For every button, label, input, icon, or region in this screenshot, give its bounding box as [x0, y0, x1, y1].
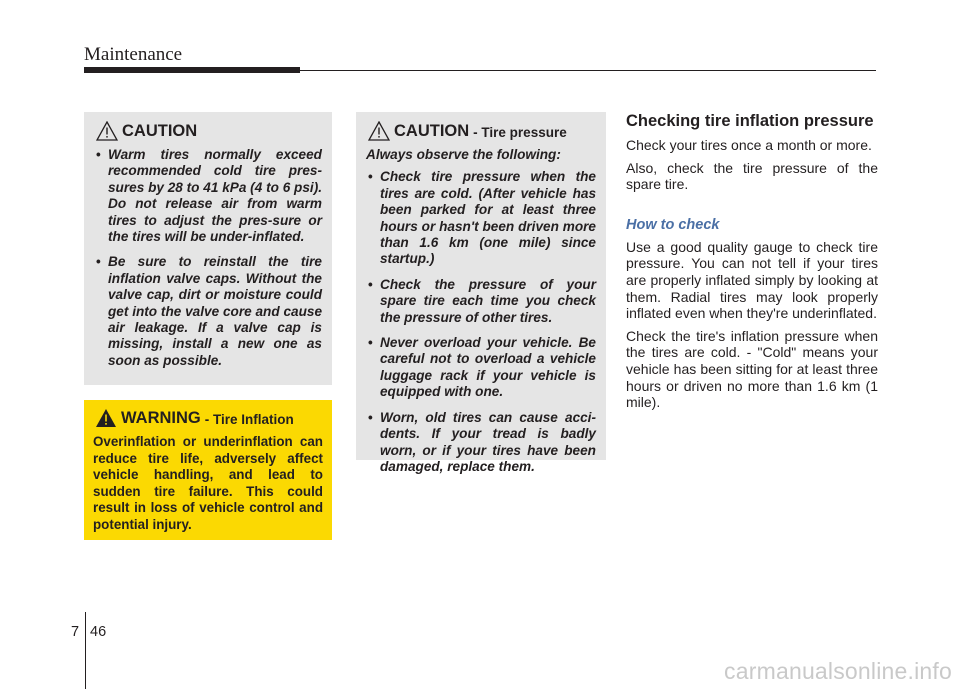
warning-subtitle: - Tire Inflation	[204, 411, 294, 427]
section-number: 7	[71, 624, 80, 640]
caution-box-middle	[356, 112, 606, 474]
list-item: • Be sure to reinstall the tire inflation valve caps. Without the valve cap, dirt or moisture could get into the valve core and cause air leakage. If a valve cap is missing, install a new one as soon as possible.	[94, 254, 322, 369]
page-header-title: Maintenance	[84, 44, 183, 65]
warning-body: Overinflation or underinflation can reduce tire life, adversely affect vehicle handling, and lead to sudden tire failure. This could result in loss of vehicle control and potential injury.	[93, 434, 323, 532]
paragraph: Also, check the tire pressure of the spare tire.	[626, 159, 878, 193]
paragraph: Use a good quality gauge to check tire pressure. You can not tell if your tires are properly inflated simply by looking at them. Radial tires may look properly inflated even when they're underinflated.	[626, 238, 878, 322]
list-item: • Worn, old tires can cause acci-dents. If your tread is badly worn, or if your tires have been damaged, replace them.	[366, 410, 596, 476]
caution-triangle-icon	[96, 121, 118, 141]
paragraph: Check your tires once a month or more.	[626, 137, 872, 153]
footer-divider	[85, 612, 86, 689]
list-item: • Check the pressure of your spare tire each time you check the pressure of other tires.	[366, 277, 596, 326]
caution-left-title-row	[94, 119, 322, 143]
caution-left-title: CAUTION	[122, 121, 198, 140]
caution-mid-title-row	[366, 119, 596, 143]
warning-box	[84, 400, 332, 540]
paragraph: Check the tire's inflation pressure when the tires are cold. - "Cold" means your vehicle has been sitting for at least three hours or driven no more than 1.6 km (1 mile).	[626, 327, 878, 411]
header-rule	[300, 70, 876, 71]
page-number: 46	[90, 624, 107, 640]
caution-left-list	[94, 147, 322, 369]
caution-mid-list	[366, 169, 596, 475]
subheading: How to check	[626, 216, 720, 233]
caution-mid-subtitle: - Tire pressure	[473, 124, 567, 140]
list-item: • Check tire pressure when the tires are cold. (After vehicle has been parked for at least three hours or hasn't been driven more than 1.6 km (one mile) since startup.)	[366, 169, 596, 267]
watermark: carmanualsonline.info	[724, 658, 952, 684]
list-item: • Never overload your vehicle. Be careful not to overload a vehicle luggage rack if your vehicle is equipped with one.	[366, 335, 596, 401]
caution-mid-title: CAUTION	[394, 121, 470, 140]
warning-title: WARNING	[121, 408, 201, 427]
caution-box-left	[84, 112, 332, 385]
caution-triangle-icon	[368, 121, 390, 141]
header-bar	[84, 67, 300, 73]
section-heading: Checking tire inflation pressure	[626, 112, 874, 130]
warning-title-row	[93, 406, 323, 430]
list-item: • Warm tires normally exceed recommended cold tire pres-sures by 28 to 41 kPa (4 to 6 psi). Do not release air from warm tires to adjust the pres-sure or the tires will be under-inflated.	[94, 147, 322, 245]
main-text-column	[626, 112, 878, 411]
caution-mid-intro: Always observe the following:	[366, 147, 561, 162]
warning-triangle-icon	[95, 408, 117, 428]
